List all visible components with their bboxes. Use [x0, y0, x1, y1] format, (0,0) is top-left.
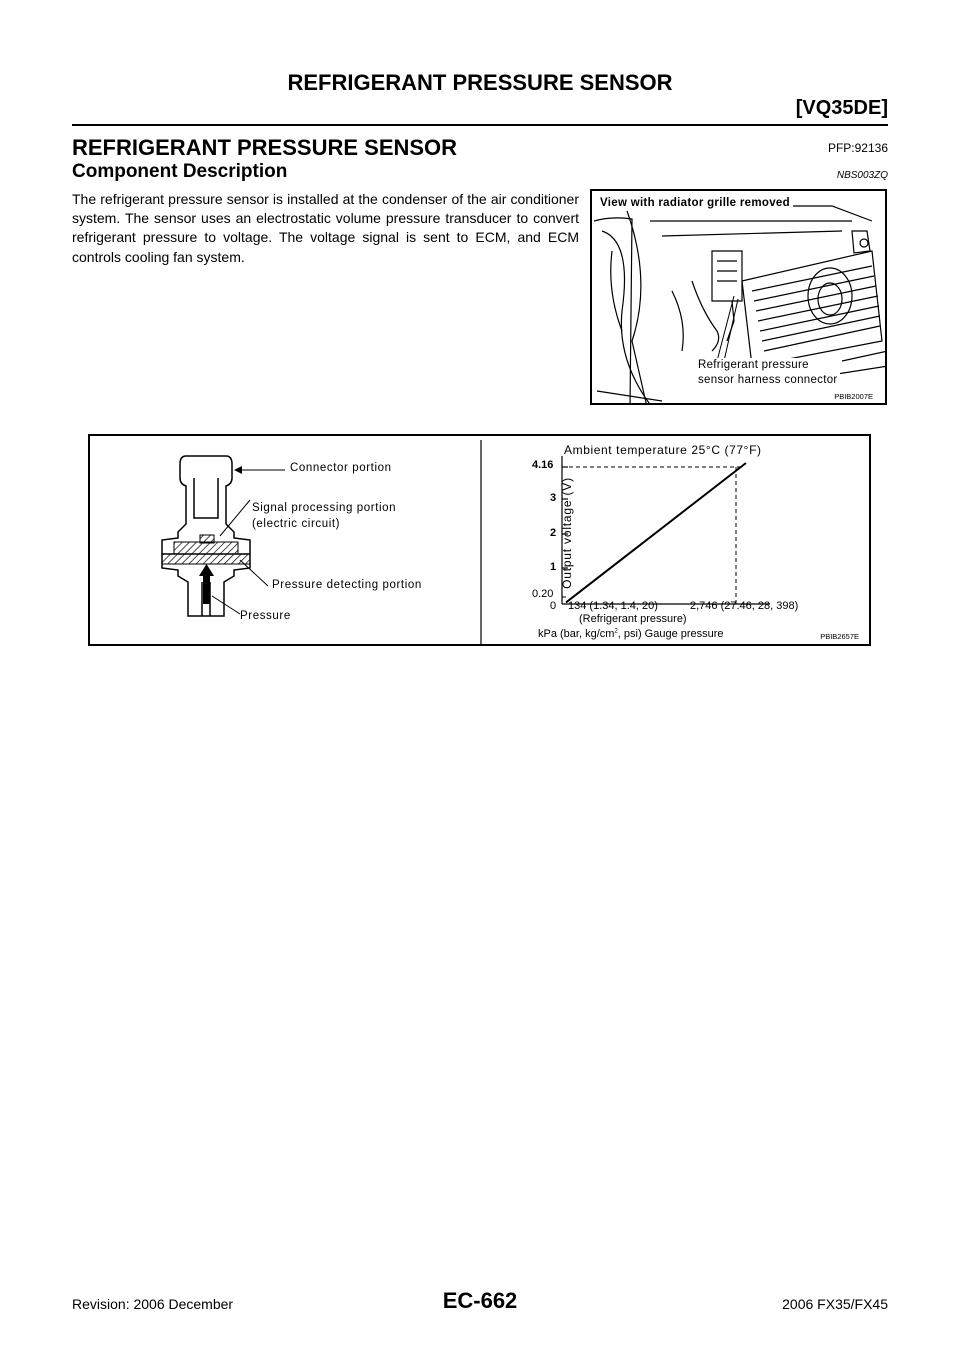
label-connector-portion: Connector portion [290, 462, 392, 474]
x-axis-units [538, 628, 724, 640]
sensor-diagram-figure [88, 434, 871, 646]
callout-line-2: sensor harness connector [698, 373, 838, 386]
units-pre: kPa (bar, kg/cm [538, 628, 615, 640]
detecting-leader [240, 560, 268, 586]
footer-model: 2006 FX35/FX45 [782, 1296, 888, 1312]
subsection-code: NBS003ZQ [836, 170, 888, 181]
pressure-arrow-shaft [203, 574, 210, 604]
label-pressure: Pressure [240, 610, 291, 622]
units-sup: 2 [614, 628, 618, 635]
header-divider [72, 124, 888, 126]
label-pressure-detecting: Pressure detecting portion [272, 579, 422, 591]
chart-title: Ambient temperature 25°C (77°F) [564, 443, 762, 457]
engine-code: [VQ35DE] [795, 97, 888, 119]
diaphragm [162, 554, 250, 564]
x-tick-0: 0 [550, 600, 557, 612]
y-tick-4-16: 4.16 [532, 459, 554, 471]
y-axis-label: Output voltage (V) [560, 477, 574, 589]
section-part-code: PFP:92136 [827, 141, 888, 155]
component-description: The refrigerant pressure sensor is installed at the condenser of the air conditioner system. The sensor uses an electrostatic volume pressure transducer to convert refrigerant pressure to voltage. The voltage signal is sent to ECM, and ECM controls cooling fan system. [72, 191, 579, 265]
label-electric-circuit: (electric circuit) [252, 518, 341, 530]
photo-view-label: View with radiator grille removed [600, 197, 793, 209]
page-header-title: REFRIGERANT PRESSURE SENSOR [287, 70, 673, 95]
detecting-element [174, 542, 238, 554]
pressure-arrow-head [199, 564, 214, 576]
x-tick-134: 134 (1.34, 1.4, 20) [568, 600, 658, 612]
signal-leader [220, 500, 250, 536]
signal-chip [200, 535, 214, 543]
x-tick-2746: 2,746 (27.46, 28, 398) [690, 600, 799, 612]
label-signal-processing: Signal processing portion [252, 502, 397, 514]
section-title: REFRIGERANT PRESSURE SENSOR [72, 135, 458, 160]
footer-revision: Revision: 2006 December [72, 1296, 234, 1312]
diagram-figure-code: PBIB2657E [820, 632, 859, 641]
photo-callout [696, 358, 840, 387]
y-tick-1: 1 [550, 561, 557, 573]
photo-figure-code: PBIB2007E [834, 392, 873, 401]
output-voltage-line [566, 463, 746, 602]
pressure-leader [212, 596, 240, 614]
callout-line-1: Refrigerant pressure [698, 359, 809, 371]
units-post: , psi) Gauge pressure [617, 628, 724, 640]
y-tick-0-20: 0.20 [532, 588, 554, 600]
x-axis-caption: (Refrigerant pressure) [579, 613, 687, 625]
y-tick-3: 3 [550, 492, 557, 504]
subsection-title: Component Description [72, 161, 288, 182]
y-tick-2: 2 [550, 527, 557, 539]
engine-bay-illustration [590, 189, 887, 405]
sensor-and-chart-drawing [90, 436, 871, 646]
footer-page-number: EC-662 [442, 1288, 518, 1313]
